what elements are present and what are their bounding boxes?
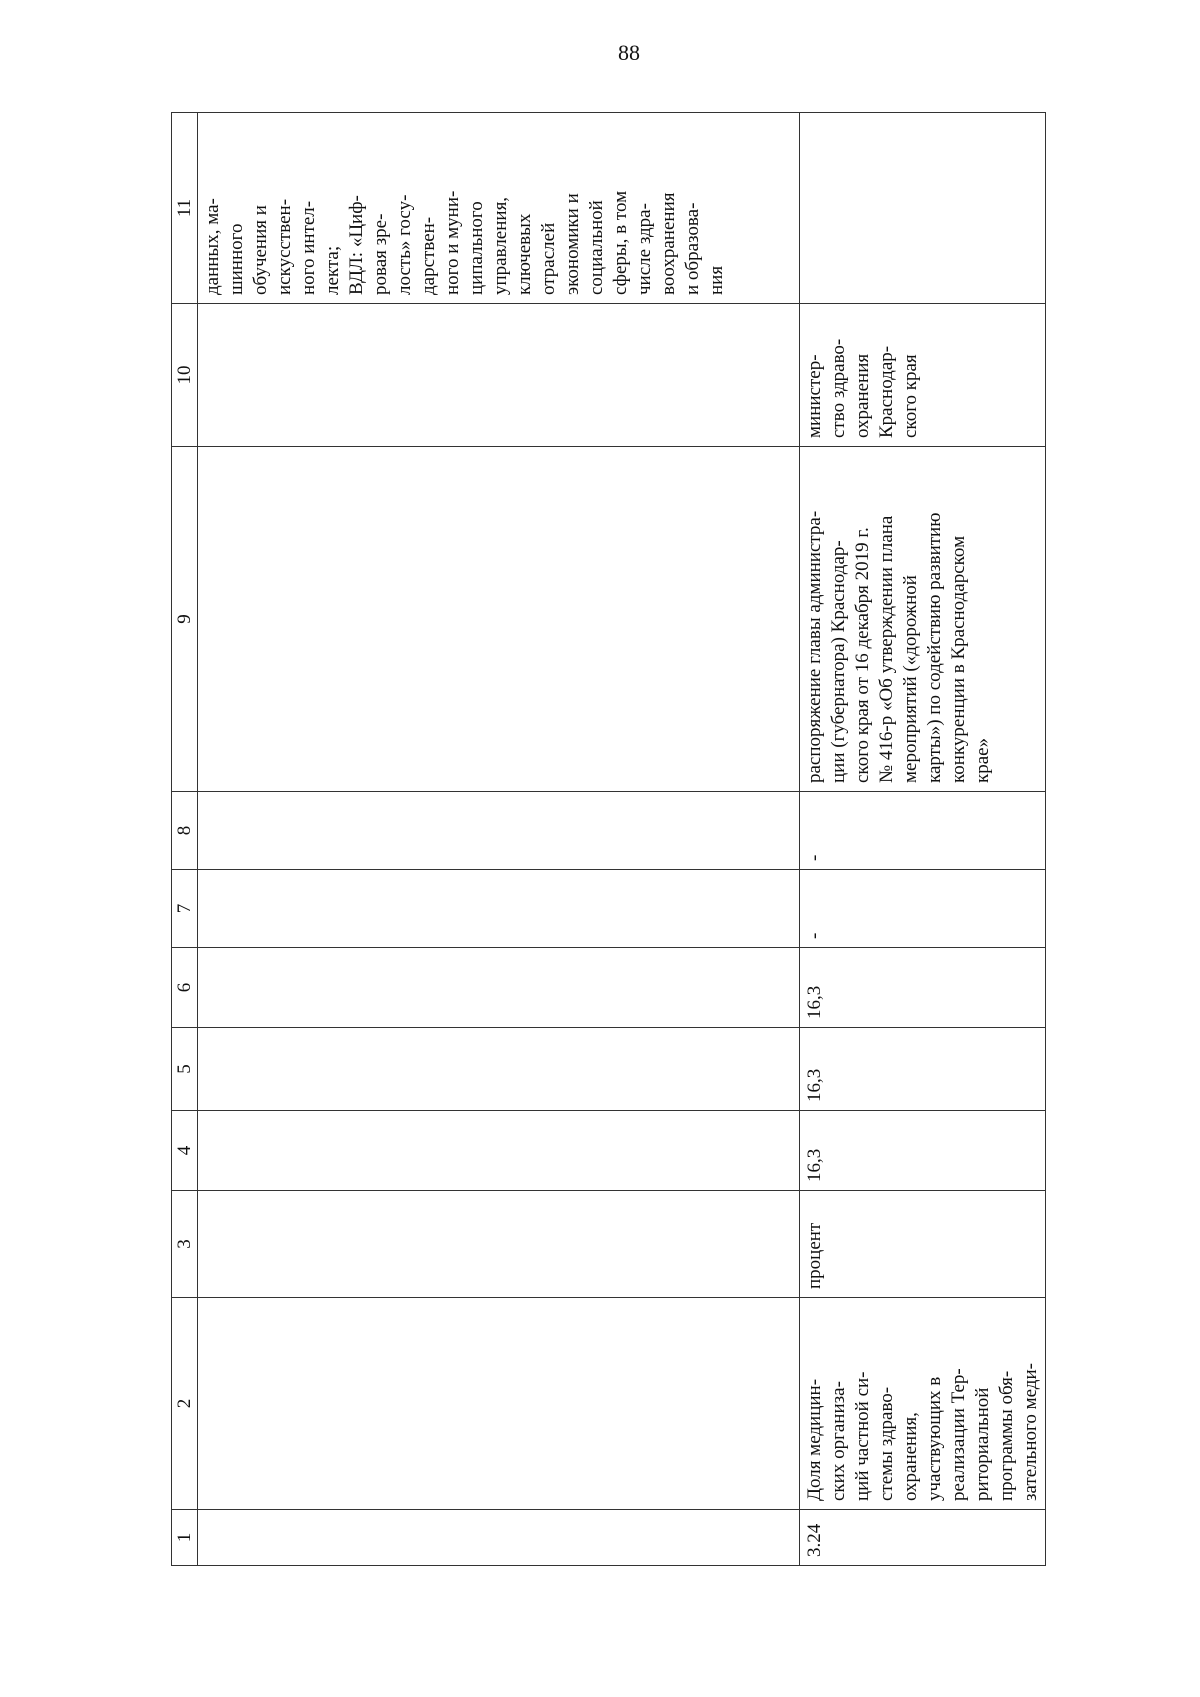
column-number: 1 [172,1510,198,1566]
table-cell [198,304,800,447]
row-number-cell: 3.24 [800,1510,1046,1566]
column-number: 5 [172,1028,198,1111]
column-number: 8 [172,792,198,870]
indicators-table [171,112,1046,1566]
value-cell: 16,3 [800,948,1046,1028]
responsible-executor-cell: министер- ство здраво- охранения Краснодар- ского края [800,304,1046,447]
continued-description-cell: данных, ма- шинного обучения и искусствен- ного интел- лекта; ВДЛ: «Циф- ровая зре- лость» госу- дарствен- ного и муни- ципального управления, ключевых отраслей экономики и социальной сферы, в том числе здра- воохранения и образова- ния [198,113,800,304]
table-cell [198,447,800,792]
table-cell [198,792,800,870]
column-number: 4 [172,1111,198,1191]
rotated-table-wrapper [171,113,1041,1566]
table-cell [198,1028,800,1111]
column-number: 2 [172,1298,198,1510]
table-cell [198,870,800,948]
column-number: 9 [172,447,198,792]
page-number: 88 [618,40,640,65]
column-number: 6 [172,948,198,1028]
column-numbers-row [172,113,198,1566]
column-number: 3 [172,1191,198,1298]
table-row-continuation [198,113,800,1566]
value-cell: 16,3 [800,1111,1046,1191]
table-cell [198,948,800,1028]
value-cell: - [800,792,1046,870]
table-cell [198,1298,800,1510]
table-cell [800,113,1046,304]
column-number: 11 [172,113,198,304]
value-cell: 16,3 [800,1028,1046,1111]
table-cell [198,1191,800,1298]
indicator-name-cell: Доля медицин- ских организа- ций частной си- стемы здраво- охранения, участвующих в реализации Тер- риториальной программы обя- зательного меди- [800,1298,1046,1510]
legal-basis-cell: распоряжение главы администра- ции (губернатора) Краснодар- ского края от 16 декабря 2019 г. № 416-р «Об утверждении плана мероприятий («дорожной карты») по содействию развитию конкуренции в Краснодарском крае» [800,447,1046,792]
unit-cell: процент [800,1191,1046,1298]
table-cell [198,1111,800,1191]
column-number: 10 [172,304,198,447]
value-cell: - [800,870,1046,948]
table-cell [198,1510,800,1566]
column-number: 7 [172,870,198,948]
table-row-3-24 [800,113,1046,1566]
